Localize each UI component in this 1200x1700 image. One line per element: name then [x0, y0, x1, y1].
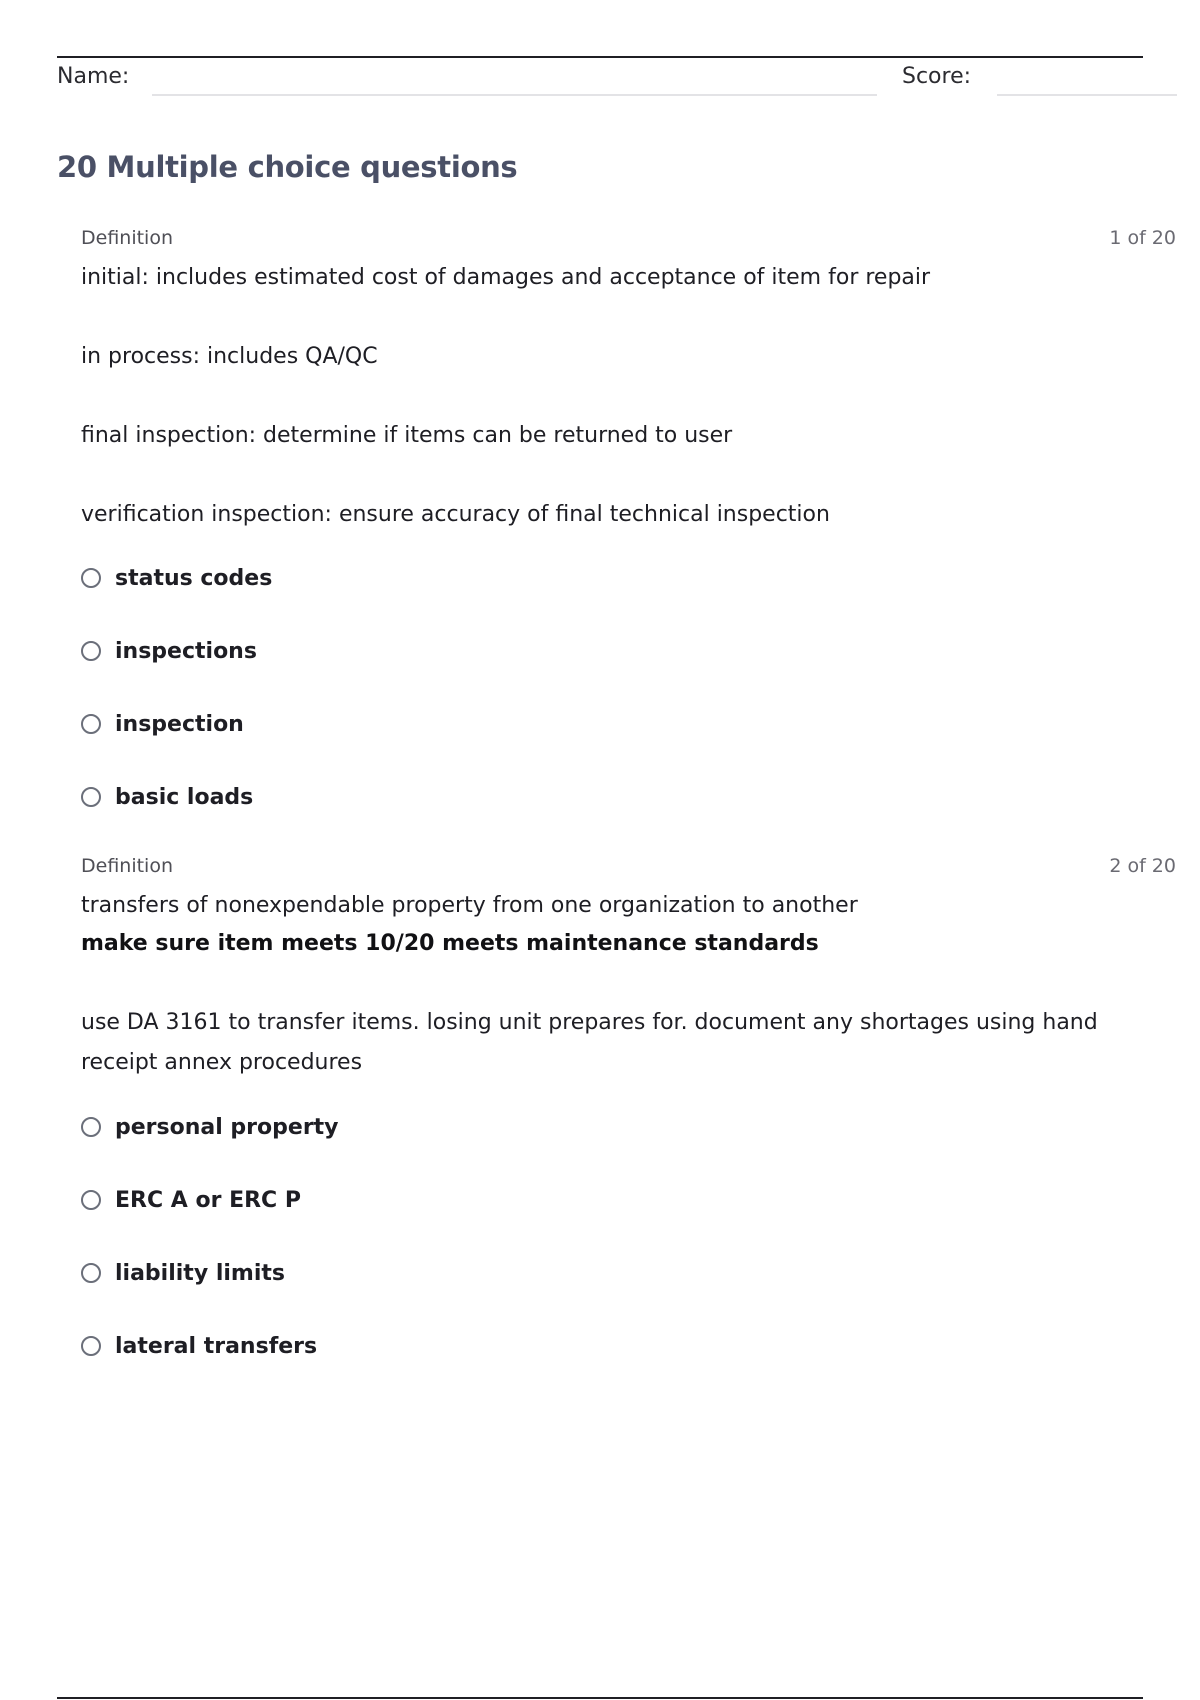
answer-option[interactable] [81, 1326, 317, 1366]
answer-option-label: ERC A or ERC P [115, 1187, 301, 1213]
radio-button[interactable] [81, 1117, 101, 1137]
radio-button[interactable] [81, 568, 101, 588]
answer-option[interactable] [81, 1180, 301, 1220]
definition-text: make sure item meets 10/20 meets maintenance standards [81, 931, 819, 956]
section-title: 20 Multiple choice questions [57, 150, 518, 184]
bottom-rule [57, 1697, 1143, 1699]
radio-button[interactable] [81, 714, 101, 734]
score-field-line [997, 94, 1177, 96]
answer-option[interactable] [81, 704, 244, 744]
student-header [57, 62, 1177, 98]
definition-text: transfers of nonexpendable property from one organization to another [81, 893, 858, 918]
definition-text: in process: includes QA/QC [81, 344, 378, 369]
radio-button[interactable] [81, 787, 101, 807]
question-counter: 1 of 20 [1109, 227, 1176, 249]
answer-option[interactable] [81, 1253, 285, 1293]
answer-option-label: inspections [115, 638, 257, 664]
question-counter: 2 of 20 [1109, 855, 1176, 877]
question-type-label: Definition [81, 855, 174, 877]
answer-option-label: status codes [115, 565, 273, 591]
radio-button[interactable] [81, 1336, 101, 1356]
top-rule [57, 56, 1143, 58]
question-type-label: Definition [81, 227, 174, 249]
definition-text: initial: includes estimated cost of damages and acceptance of item for repair [81, 265, 931, 290]
answer-option[interactable] [81, 1107, 339, 1147]
answer-option-label: inspection [115, 711, 244, 737]
answer-option-label: basic loads [115, 784, 254, 810]
radio-button[interactable] [81, 1190, 101, 1210]
radio-button[interactable] [81, 641, 101, 661]
definition-text: verification inspection: ensure accuracy of final technical inspection [81, 502, 830, 527]
radio-button[interactable] [81, 1263, 101, 1283]
answer-option[interactable] [81, 631, 257, 671]
answer-option-label: liability limits [115, 1260, 285, 1286]
answer-option[interactable] [81, 777, 253, 817]
definition-text: use DA 3161 to transfer items. losing unit prepares for. document any shortages using hand receipt annex procedures [81, 1010, 1098, 1075]
answer-option-label: personal property [115, 1114, 339, 1140]
name-field-line [152, 94, 877, 96]
name-label: Name: [57, 64, 130, 89]
score-label: Score: [902, 64, 972, 89]
answer-option[interactable] [81, 558, 272, 598]
answer-option-label: lateral transfers [115, 1333, 318, 1359]
definition-text: final inspection: determine if items can be returned to user [81, 423, 733, 448]
